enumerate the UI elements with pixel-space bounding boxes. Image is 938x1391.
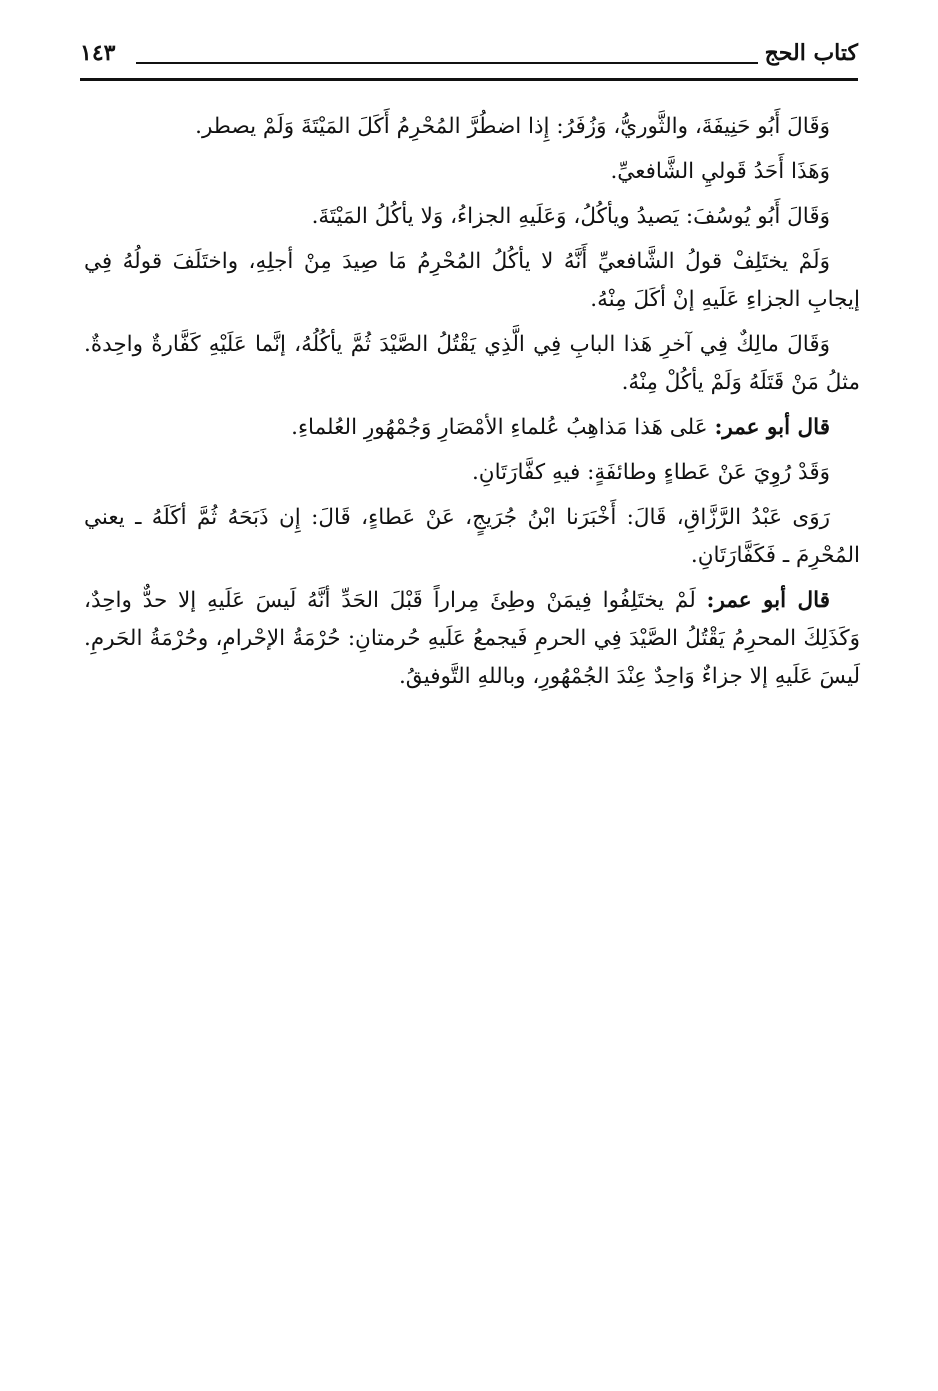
paragraph-8 [84, 499, 860, 575]
header-rule [80, 78, 858, 81]
paragraph-7-text: وَقَدْ رُوِيَ عَنْ عَطاءٍ وطائفَةٍ: فيهِ كفَّارَتَانِ. [471, 460, 830, 485]
running-title: كتاب الحج [764, 40, 858, 66]
paragraph-9-text: لَمْ يختَلِفُوا فِيمَنْ وطِئَ مِراراً قَبْلَ الحَدِّ أنَّهُ لَيسَ عَلَيهِ إلا حدٌّ واحِدٌ، وَكَذَلِكَ المحرِمُ يَقْتُلُ الصَّيْدَ فِي الحرمِ فَيجمعُ عَلَيهِ حُرمتانِ: حُرْمَةُ الإحْرامِ، وحُرْمَةُ الحَرمِ. لَيسَ عَلَيهِ إلا جزاءٌ وَاحِدٌ عِنْدَ الجُمْهُورِ، وباللهِ التَّوفيقُ. [84, 588, 860, 689]
paragraph-5-text: وَقَالَ مالِكٌ فِي آخرِ هَذا البابِ فِي الَّذِي يَقْتُلُ الصَّيْدَ ثُمَّ يأكُلُهُ، إنَّما عَلَيْهِ كَفَّارةٌ واحِدةٌ. مثلُ مَنْ قَتَلَهُ وَلَمْ يأكُلْ مِنْهُ. [84, 332, 860, 395]
paragraph-1-text: وَقَالَ أَبُو حَنِيفَةَ، والثَّوريُّ، وَزُفَرُ: إِذا اضطُرَّ المُحْرِمُ أَكَلَ المَيْتَةَ وَلَمْ يصطر. [195, 114, 830, 139]
paragraph-9 [84, 582, 860, 696]
body-text [84, 108, 860, 703]
paragraph-1 [84, 108, 860, 146]
paragraph-4-text: وَلَمْ يختَلِفْ قولُ الشَّافعيِّ أَنَّهُ لا يأكُلُ المُحْرِمُ مَا صِيدَ مِنْ أجلِهِ، واختَلَفَ قولُهُ فِي إيجابِ الجزاءِ عَلَيهِ إنْ أكَلَ مِنْهُ. [84, 249, 860, 312]
paragraph-2 [84, 153, 860, 191]
page-number: ١٤٣ [80, 40, 116, 66]
paragraph-5 [84, 326, 860, 402]
paragraph-4 [84, 243, 860, 319]
header-underline [136, 62, 758, 64]
page-header [80, 36, 858, 82]
paragraph-2-text: وَهَذَا أَحَدُ قَوليِ الشَّافعيِّ. [610, 159, 830, 184]
paragraph-6-text: عَلى هَذا مَذاهِبُ عُلماءِ الأمْصَارِ وَجُمْهُورِ العُلماءِ. [291, 415, 715, 440]
paragraph-6-lead: قال أبو عمر: [714, 415, 830, 440]
paragraph-6 [84, 409, 860, 447]
paragraph-7 [84, 454, 860, 492]
paragraph-8-text: رَوَى عَبْدُ الرَّزَّاقِ، قَالَ: أَخْبَرَنا ابْنُ جُرَيجٍ، عَنْ عَطاءٍ، قَالَ: إِن ذَبَحَهُ ثُمَّ أكَلَهُ ـ يعني المُحْرِمَ ـ فَكَفَّارَتَانِ. [84, 505, 860, 568]
paragraph-3 [84, 198, 860, 236]
paragraph-3-text: وَقَالَ أَبُو يُوسُفَ: يَصيدُ ويأكُلُ، وَعَلَيهِ الجزاءُ، وَلا يأكُلُ المَيْتَةَ. [311, 204, 830, 229]
paragraph-9-lead: قال أبو عمر: [706, 588, 830, 613]
